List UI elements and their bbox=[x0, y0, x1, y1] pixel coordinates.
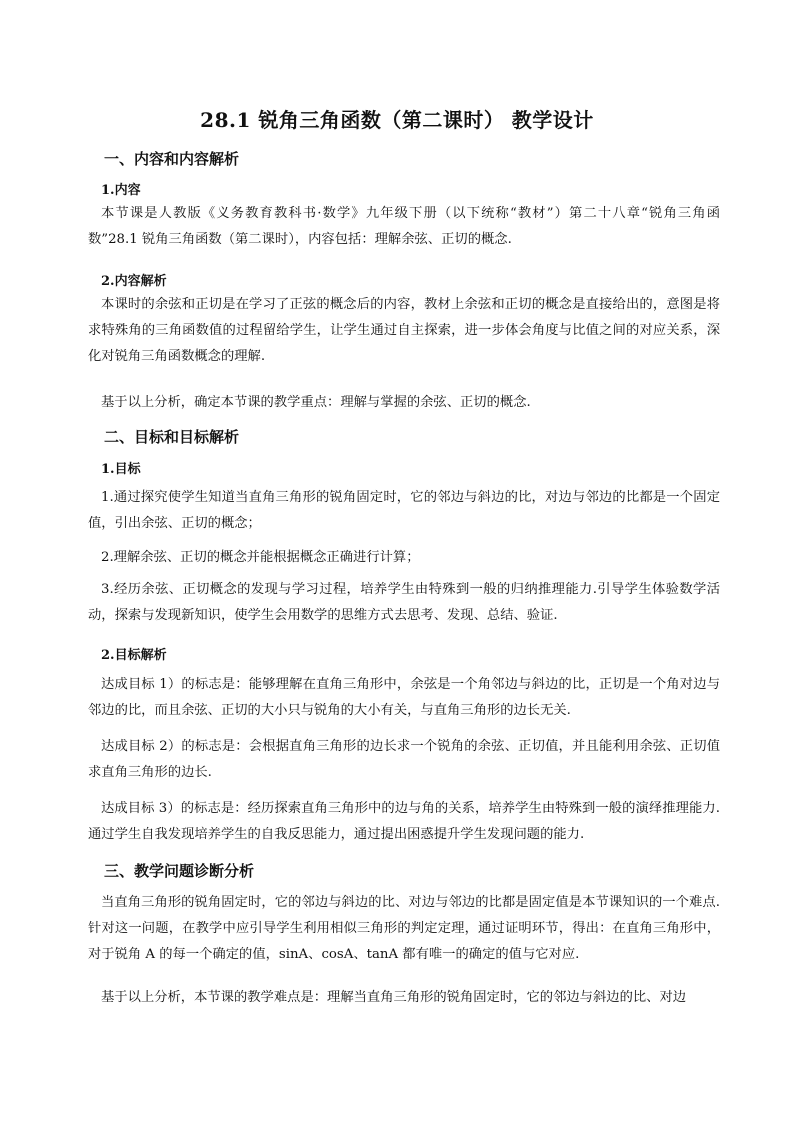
paragraph: 基于以上分析，确定本节课的教学重点：理解与掌握的余弦、正切的概念. bbox=[101, 395, 531, 410]
paragraph: 1.通过探究使学生知道当直角三角形的锐角固定时，它的邻边与斜边的比，对边与邻边的比都是一个固定值，引出余弦、正切的概念； bbox=[88, 490, 720, 531]
paragraph: 当直角三角形的锐角固定时，它的邻边与斜边的比、对边与邻边的比都是固定值是本节课知识的一个难点.针对这一问题，在教学中应引导学生利用相似三角形的判定定理，通过证明环节，得出：在直角三角形中，对于锐角 A 的每一个确定的值，sinA、cosA、tanA 都有唯一的确定的值与它对应. bbox=[88, 895, 720, 962]
subheading-goals-analysis: 2.目标解析 bbox=[101, 648, 167, 663]
paragraph: 基于以上分析，本节课的教学难点是：理解当直角三角形的锐角固定时，它的邻边与斜边的比、对边 bbox=[101, 990, 687, 1005]
subheading-content: 1.内容 bbox=[101, 183, 141, 198]
paragraph: 达成目标 1）的标志是：能够理解在直角三角形中，余弦是一个角邻边与斜边的比，正切是一个角对边与邻边的比，而且余弦、正切的大小只与锐角的大小有关，与直角三角形的边长无关. bbox=[88, 677, 720, 718]
paragraph: 达成目标 2）的标志是：会根据直角三角形的边长求一个锐角的余弦、正切值，并且能利用余弦、正切值求直角三角形的边长. bbox=[88, 739, 720, 780]
section-heading-diagnosis: 三、教学问题诊断分析 bbox=[104, 862, 255, 880]
subheading-goals: 1.目标 bbox=[101, 462, 141, 477]
section-heading-content: 一、内容和内容解析 bbox=[104, 150, 240, 168]
subheading-content-analysis: 2.内容解析 bbox=[101, 274, 167, 289]
paragraph: 本课时的余弦和正切是在学习了正弦的概念后的内容，教材上余弦和正切的概念是直接给出的，意图是将求特殊角的三角函数值的过程留给学生，让学生通过自主探索，进一步体会角度与比值之间的对应关系，深化对锐角三角函数概念的理解. bbox=[88, 297, 720, 364]
paragraph: 达成目标 3）的标志是：经历探索直角三角形中的边与角的关系，培养学生由特殊到一般的演绎推理能力. 通过学生自我发现培养学生的自我反思能力，通过提出困惑提升学生发现问题的能力. bbox=[88, 801, 720, 842]
paragraph: 3.经历余弦、正切概念的发现与学习过程，培养学生由特殊到一般的归纳推理能力.引导学生体验数学活动，探索与发现新知识，使学生会用数学的思维方式去思考、发现、总结、验证. bbox=[88, 582, 720, 623]
paragraph: 本节课是人教版《义务教育教科书·数学》九年级下册（以下统称“教材”）第二十八章“锐角三角函数”28.1 锐角三角函数（第二课时），内容包括：理解余弦、正切的概念. bbox=[88, 206, 720, 247]
paragraph: 2.理解余弦、正切的概念并能根据概念正确进行计算； bbox=[101, 550, 420, 565]
document-title: 28.1 锐角三角函数（第二课时） 教学设计 bbox=[200, 108, 594, 132]
section-heading-goals: 二、目标和目标解析 bbox=[104, 428, 240, 446]
